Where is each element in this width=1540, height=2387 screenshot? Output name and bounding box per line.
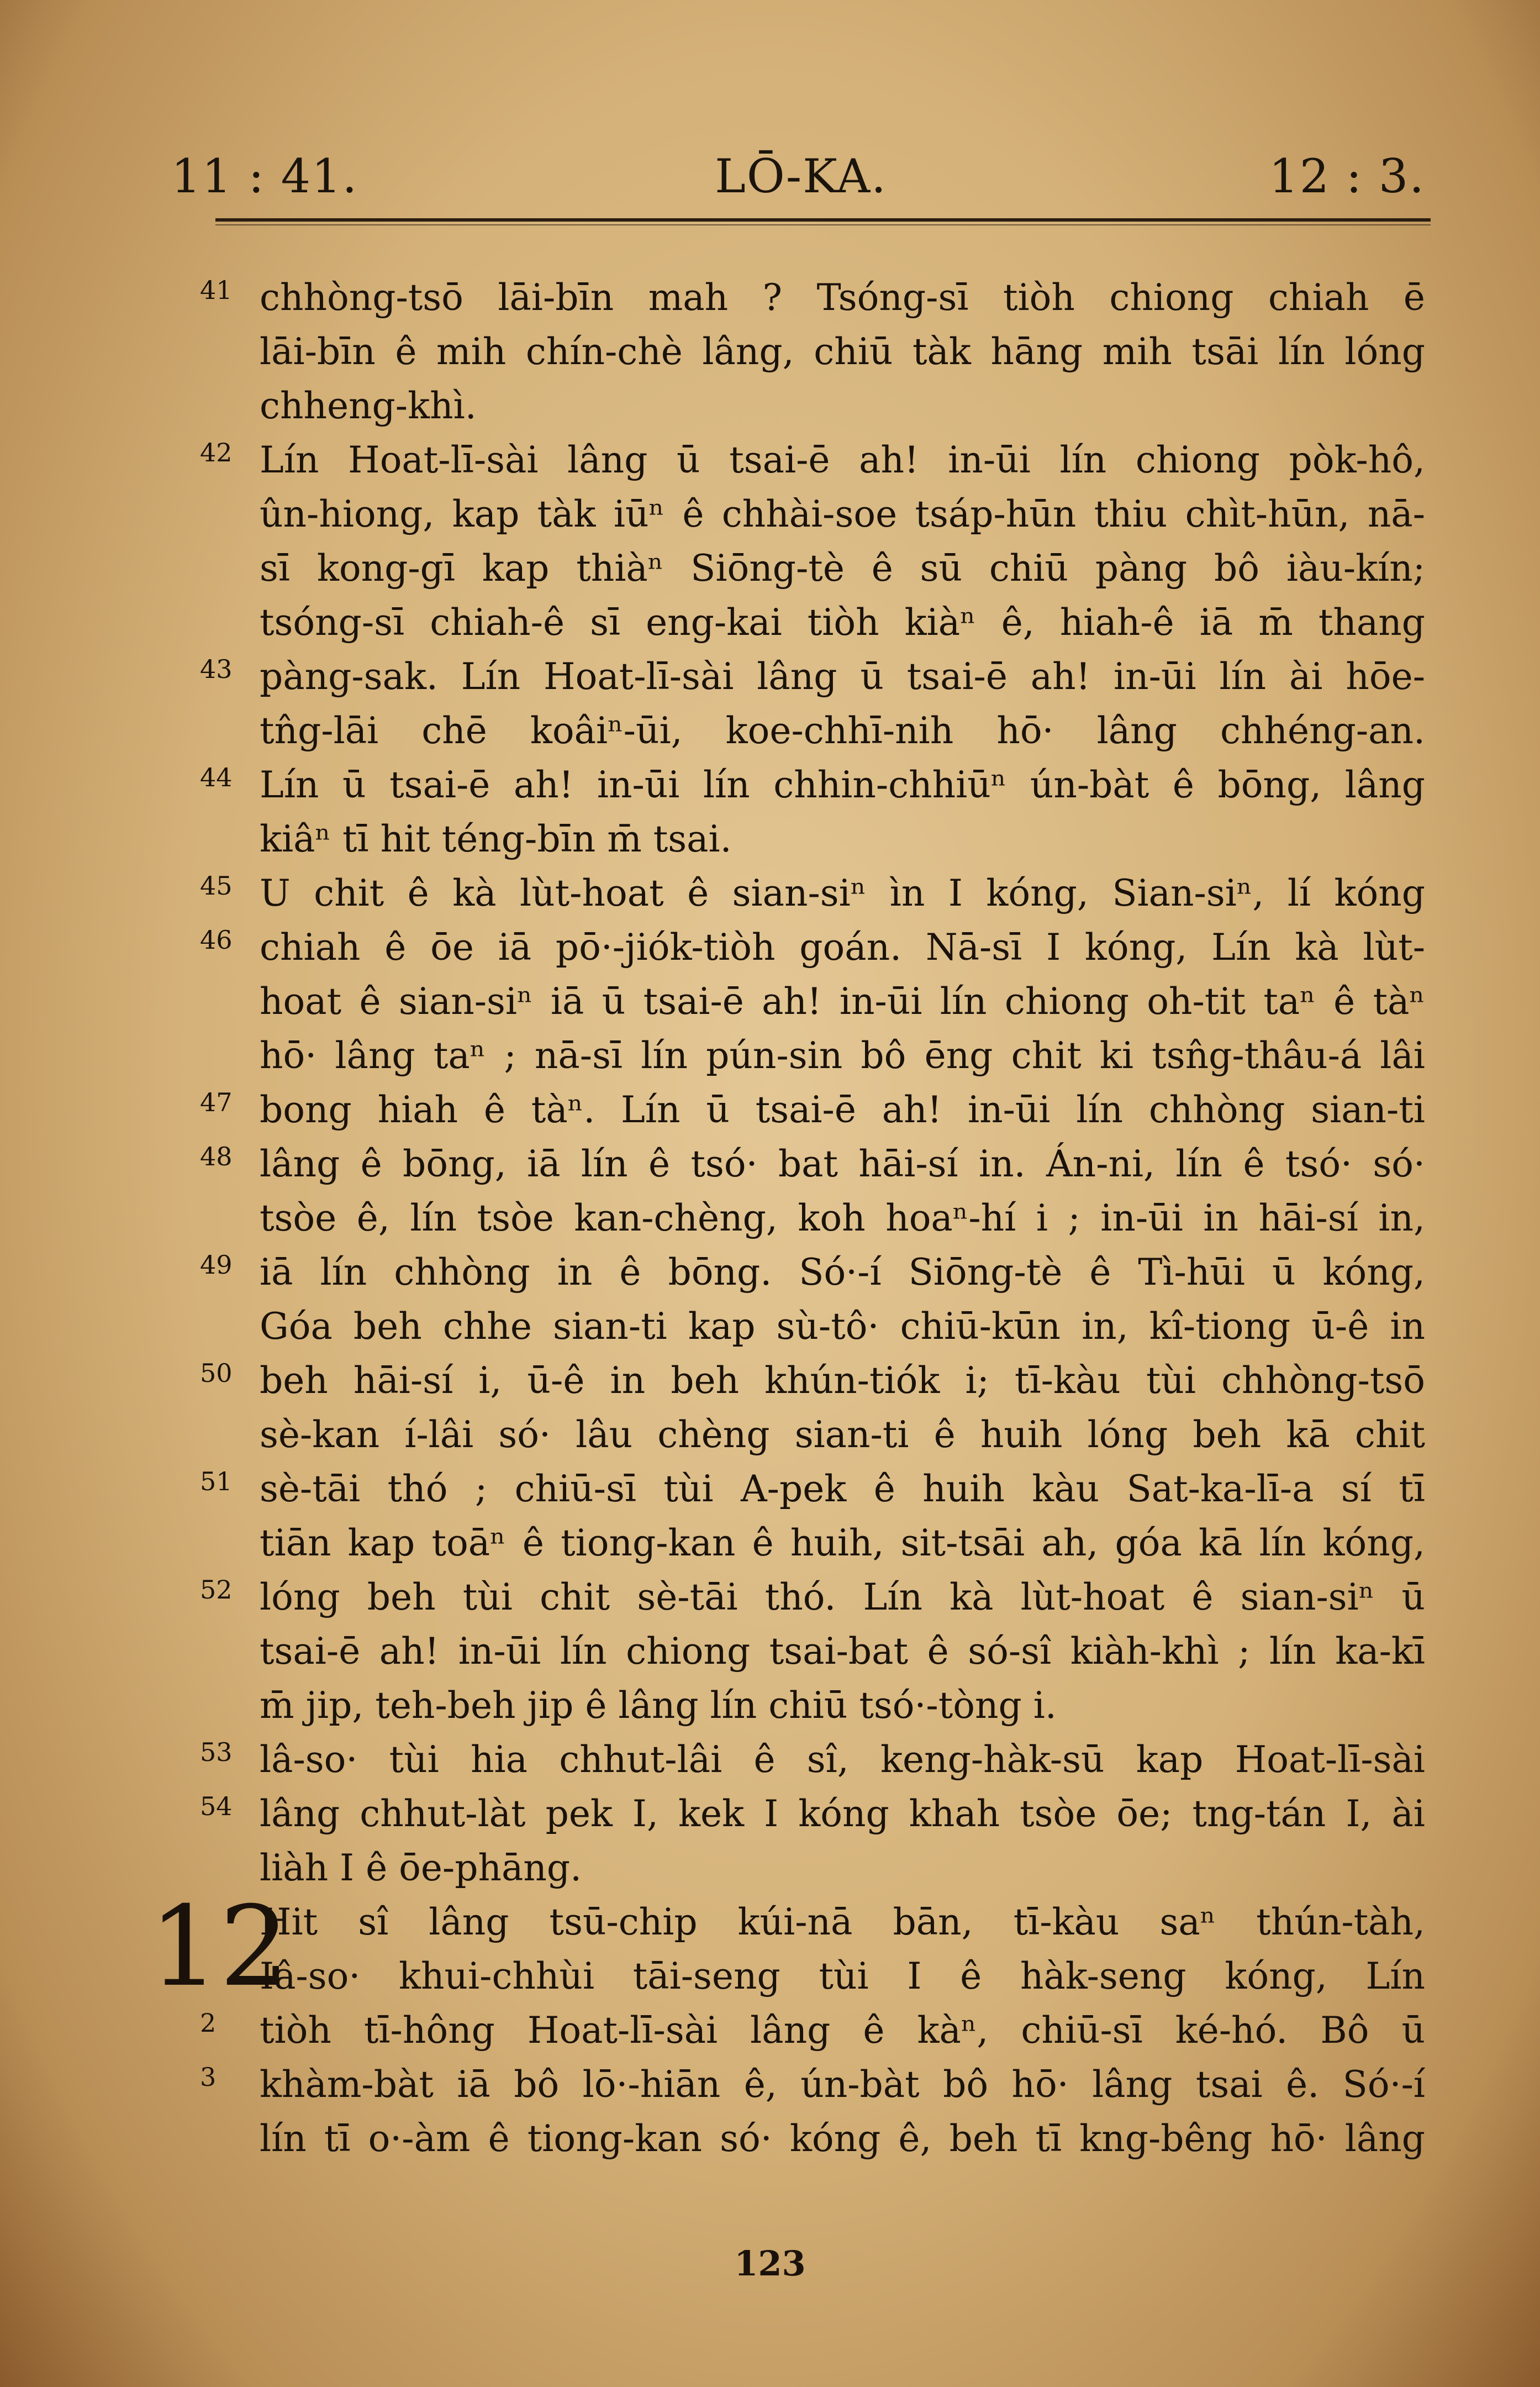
text-line [200,2058,1425,2112]
text-line [200,1083,1425,1137]
verse-number: 3 [200,2062,217,2092]
verse-number: 42 [200,438,233,467]
text-line [200,921,1425,975]
line-text: Lín ū tsai-ē ah! in-ūi lín chhin-chhiūⁿ ún-bàt ê bōng, lâng [260,764,1425,806]
line-text: lóng beh tùi chit sè-tāi thó. Lín kà lùt-hoat ê sian-siⁿ ū [260,1576,1425,1618]
text-line [260,1300,1425,1354]
line-text: chheng-khì. [260,385,477,427]
text-line [260,1624,1425,1679]
text-line [260,325,1425,379]
header-rule [215,218,1431,222]
verse-number: 52 [200,1575,233,1605]
text-line [200,1733,1425,1787]
text-line [200,650,1425,704]
text-line [260,541,1425,596]
verse-number: 47 [200,1087,233,1117]
text-line [260,812,1425,866]
line-text: bong hiah ê tàⁿ. Lín ū tsai-ē ah! in-ūi lín chhòng sian-ti [260,1089,1425,1131]
verse-number: 49 [200,1250,233,1280]
text-line [260,379,1425,433]
running-header [166,149,1436,215]
text-line [200,1245,1425,1300]
verse-number: 43 [200,654,233,684]
line-text: tiān kap toāⁿ ê tiong-kan ê huih, sit-tsāi ah, góa kā lín kóng, [260,1522,1425,1564]
text-line [200,433,1425,487]
line-text: Góa beh chhe sian-ti kap sù-tô· chiū-kūn in, kî-tiong ū-ê in [260,1305,1425,1348]
line-text: liàh I ê ōe-phāng. [260,1847,582,1889]
text-line [200,1354,1425,1408]
line-text: tsai-ē ah! in-ūi lín chiong tsai-bat ê só-sî kiàh-khì ; lín ka-kī [260,1630,1425,1673]
verse-number: 50 [200,1358,233,1388]
verse-number: 45 [200,871,233,901]
line-text: tsòe ê, lín tsòe kan-chèng, koh hoaⁿ-hí i ; in-ūi in hāi-sí in, [260,1197,1425,1239]
text-line [260,1408,1425,1462]
line-text: khàm-bàt iā bô lō·-hiān ê, ún-bàt bô hō· lâng tsai ê. Só·-í [260,2063,1425,2106]
text-line [200,2004,1425,2058]
text-line [200,1787,1425,1841]
header-right-reference: 12 : 3. [1269,149,1425,203]
text-line [260,975,1425,1029]
line-text: chiah ê ōe iā pō·-jiók-tiòh goán. Nā-sī I kóng, Lín kà lùt- [260,926,1425,969]
text-line [260,1949,1425,2004]
line-text: U chit ê kà lùt-hoat ê sian-siⁿ ìn I kóng, Sian-siⁿ, lí kóng [260,872,1425,914]
line-text: ûn-hiong, kap tàk iūⁿ ê chhài-soe tsáp-hūn thiu chìt-hūn, nā- [260,493,1425,535]
line-text: beh hāi-sí i, ū-ê in beh khún-tiók i; tī-kàu tùi chhòng-tsō [260,1359,1425,1402]
page-number: 123 [734,2243,806,2284]
line-text: hō· lâng taⁿ ; nā-sī lín pún-sin bô ēng chit ki tsn̂g-thâu-á lâi [260,1034,1425,1077]
text-line [200,866,1425,921]
text-line [260,487,1425,541]
verse-number: 54 [200,1791,233,1821]
text-line [260,1516,1425,1570]
line-text: lāi-bīn ê mih chín-chè lâng, chiū tàk hāng mih tsāi lín lóng [260,330,1425,373]
line-text: tsóng-sī chiah-ê sī eng-kai tiòh kiàⁿ ê, hiah-ê iā m̄ thang [260,601,1425,644]
line-text: lâng chhut-làt pek I, kek I kóng khah tsòe ōe; tng-tán I, ài [260,1792,1425,1835]
line-text: hoat ê sian-siⁿ iā ū tsai-ē ah! in-ūi lín chiong oh-tit taⁿ ê tàⁿ [260,980,1425,1023]
line-text: sī kong-gī kap thiàⁿ Siōng-tè ê sū chiū pàng bô iàu-kín; [260,547,1425,590]
line-text: kiâⁿ tī hit téng-bīn m̄ tsai. [260,818,732,860]
line-text: m̄ jip, teh-beh jip ê lâng lín chiū tsó·-tòng i. [260,1684,1057,1727]
line-text: sè-kan í-lâi só· lâu chèng sian-ti ê huih lóng beh kā chit [260,1413,1425,1456]
header-left-reference: 11 : 41. [171,149,358,203]
line-text: Iâ-so· khui-chhùi tāi-seng tùi I ê hàk-seng kóng, Lín [260,1955,1425,1997]
chapter-number: 12 [149,1883,290,2011]
header-rule-thin [215,224,1431,225]
line-text: pàng-sak. Lín Hoat-lī-sài lâng ū tsai-ē ah! in-ūi lín ài hōe- [260,655,1425,698]
verse-number: 53 [200,1737,233,1767]
line-text: chhòng-tsō lāi-bīn mah ? Tsóng-sī tiòh chiong chiah ē [260,276,1425,319]
line-text: iā lín chhòng in ê bōng. Só·-í Siōng-tè ê Tì-hūi ū kóng, [260,1251,1425,1294]
line-text: lín tī o·-àm ê tiong-kan só· kóng ê, beh tī kng-bêng hō· lâng [260,2117,1425,2160]
text-line [200,1137,1425,1191]
verse-number: 46 [200,925,233,955]
text-line [260,1191,1425,1245]
text-line [200,758,1425,812]
header-book-title: LŌ-KA. [715,149,887,203]
verse-number: 44 [200,763,233,792]
text-line [200,1462,1425,1516]
verse-number: 48 [200,1142,233,1171]
text-line [260,2112,1425,2166]
line-text: Lín Hoat-lī-sài lâng ū tsai-ē ah! in-ūi lín chiong pòk-hô, [260,439,1425,481]
verse-text-body [149,271,1425,2166]
line-text: tiòh tī-hông Hoat-lī-sài lâng ê kàⁿ, chiū-sī ké-hó. Bô ū [260,2009,1425,2052]
verse-number: 41 [200,275,233,305]
text-line [260,1679,1425,1733]
text-line [260,1841,1425,1895]
verse-number: 2 [200,2008,217,2038]
line-text: tn̂g-lāi chē koâiⁿ-ūi, koe-chhī-nih hō· lâng chhéng-an. [260,709,1425,752]
line-text: lâng ê bōng, iā lín ê tsó· bat hāi-sí in. Án-ni, lín ê tsó· só· [260,1143,1425,1185]
line-text: sè-tāi thó ; chiū-sī tùi A-pek ê huih kàu Sat-ka-lī-a sí tī [260,1468,1425,1510]
text-line [200,271,1425,325]
text-line [260,596,1425,650]
line-text: lâ-so· tùi hia chhut-lâi ê sî, keng-hàk-sū kap Hoat-lī-sài [260,1738,1425,1781]
verse-number: 51 [200,1466,233,1496]
line-text: Hit sî lâng tsū-chip kúi-nā bān, tī-kàu saⁿ thún-tàh, [260,1901,1425,1943]
text-line [260,704,1425,758]
text-line [200,1570,1425,1624]
text-line [260,1029,1425,1083]
